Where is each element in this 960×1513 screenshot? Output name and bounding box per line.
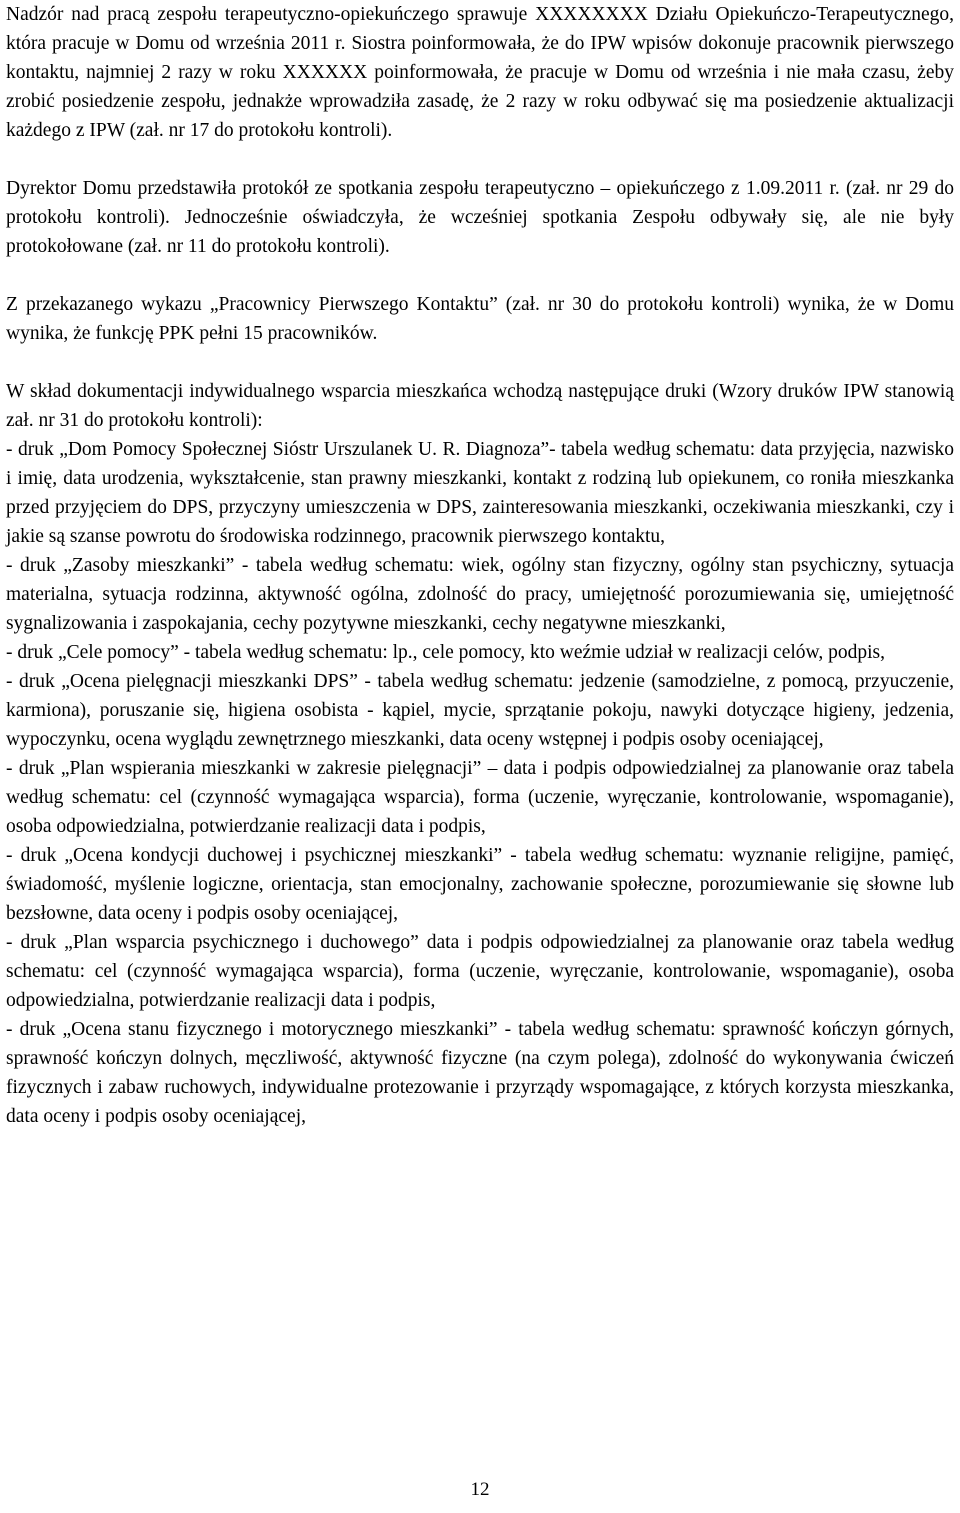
paragraph-director-protocol: Dyrektor Domu przedstawiła protokół ze spotkania zespołu terapeutyczno – opiekuńczego z 1.09.2011 r. (zał. nr 29 do protokołu kontroli). Jednocześnie oświadczyła, że wcześniej spotkania Zespołu odbywały się, ale nie były protokołowane (zał. nr 11 do protokołu kontroli). — [6, 178, 954, 257]
documentation-list — [6, 377, 954, 1131]
list-item: - druk „Ocena stanu fizycznego i motorycznego mieszkanki” - tabela według schematu: sprawność kończyn górnych, sprawność kończyn dolnych, męczliwość, aktywność fizyczne (na czym polega), zdolność do wykonywania ćwiczeń fizycznych i zabaw ruchowych, indywidualne protezowanie i przyrządy wspomagające, z których korzysta mieszkanka, data oceny i podpis osoby oceniającej, — [6, 1019, 954, 1127]
paragraph-ppk-list: Z przekazanego wykazu „Pracownicy Pierwszego Kontaktu” (zał. nr 30 do protokołu kontroli) wynika, że w Domu wynika, że funkcję PPK pełni 15 pracowników. — [6, 294, 954, 344]
list-item: - druk „Plan wspierania mieszkanki w zakresie pielęgnacji” – data i podpis odpowiedzialnej za planowanie oraz tabela według schematu: cel (czynność wymagająca wsparcia), forma (uczenie, wyręczanie, kontrolowanie, wspomaganie), osoba odpowiedzialna, potwierdzanie realizacji data i podpis, — [6, 758, 954, 837]
list-item: - druk „Plan wsparcia psychicznego i duchowego” data i podpis odpowiedzialnej za planowanie oraz tabela według schematu: cel (czynność wymagająca wsparcia), forma (uczenie, wyręczanie, kontrolowanie, wspomaganie), osoba odpowiedzialna, potwierdzanie realizacji data i podpis, — [6, 932, 954, 1011]
list-intro: W skład dokumentacji indywidualnego wsparcia mieszkańca wchodzą następujące druki (Wzory druków IPW stanowią zał. nr 31 do protokołu kontroli): — [6, 381, 954, 431]
list-item: - druk „Cele pomocy” - tabela według schematu: lp., cele pomocy, kto weźmie udział w realizacji celów, podpis, — [6, 642, 885, 663]
list-item: - druk „Dom Pomocy Społecznej Sióstr Urszulanek U. R. Diagnoza”- tabela według schematu: data przyjęcia, nazwisko i imię, data urodzenia, wykształcenie, stan prawny mieszkanki, kontakt z rodziną lub opiekunem, co roniła mieszkanka przed przyjęciem do DPS, przyczyny umieszczenia w DPS, zainteresowania mieszkanki, oczekiwania mieszkanki, czy i jakie są szanse powrotu do środowiska rodzinnego, pracownik pierwszego kontaktu, — [6, 439, 954, 547]
list-item: - druk „Ocena kondycji duchowej i psychicznej mieszkanki” - tabela według schematu: wyznanie religijne, pamięć, świadomość, myślenie logiczne, orientacja, stan emocjonalny, zachowanie społeczne, porozumiewanie się słowne lub bezsłowne, data oceny i podpis osoby oceniającej, — [6, 845, 954, 924]
list-item: - druk „Ocena pielęgnacji mieszkanki DPS” - tabela według schematu: jedzenie (samodzielne, z pomocą, przyuczenie, karmiona), poruszanie się, higiena osobista - kąpiel, mycie, sprzątanie pokoju, nawyki dotyczące higieny, jedzenia, wypoczynku, ocena wyglądu zewnętrznego mieszkanki, data oceny wstępnej i podpis osoby oceniającej, — [6, 671, 954, 750]
list-item: - druk „Zasoby mieszkanki” - tabela według schematu: wiek, ogólny stan fizyczny, ogólny stan psychiczny, sytuacja materialna, sytuacja rodzinna, aktywność ogólna, zdolność do pracy, umiejętność porozumiewania się, umiejętność sygnalizowania i zaspokajania, cechy pozytywne mieszkanki, cechy negatywne mieszkanki, — [6, 555, 954, 634]
page-number: 12 — [470, 1479, 490, 1500]
paragraph-supervision: Nadzór nad pracą zespołu terapeutyczno-opiekuńczego sprawuje XXXXXXXX Działu Opiekuńczo-Terapeutycznego, która pracuje w Domu od września 2011 r. Siostra poinformowała, że do IPW wpisów dokonuje pracownik pierwszego kontaktu, najmniej 2 razy w roku XXXXXX poinformowała, że pracuje w Domu od września i nie mała czasu, żeby zrobić posiedzenie zespołu, jednakże wprowadziła zasadę, że 2 razy w roku odbywać się ma posiedzenie aktualizacji każdego z IPW (zał. nr 17 do protokołu kontroli). — [6, 4, 954, 141]
